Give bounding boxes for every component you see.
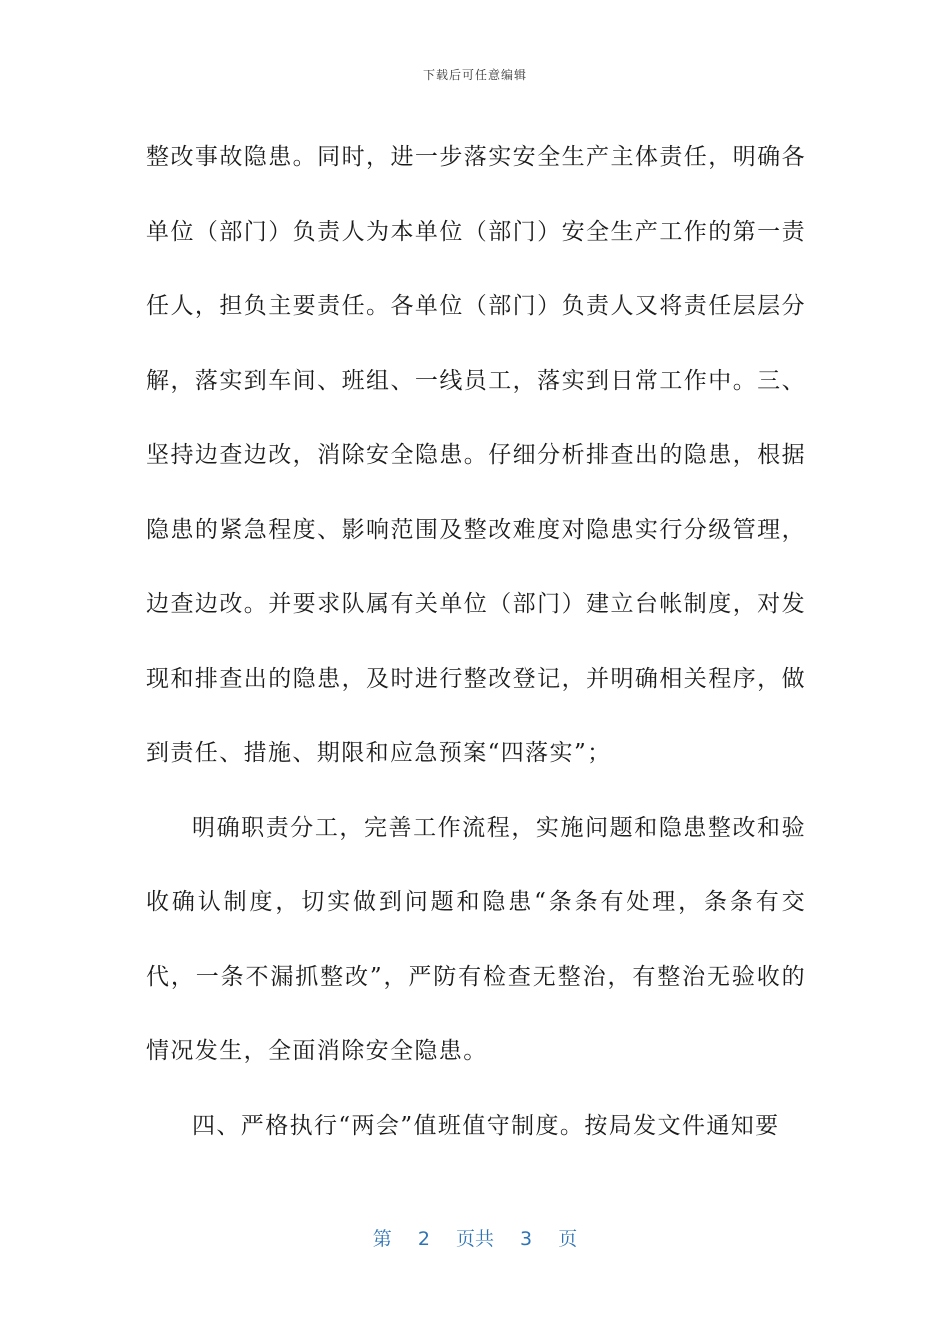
page-header: 下载后可任意编辑 bbox=[422, 68, 527, 82]
paragraph-3: 四、严格执行“两会”值班值守制度。按局发文件通知要 bbox=[192, 1112, 780, 1139]
page-footer bbox=[0, 1224, 950, 1251]
paragraph-2: 明确职责分工，完善工作流程，实施问题和隐患整改和验收确认制度，切实做到问题和隐患“条条有处理，条条有交代，一条不漏抓整改”，严防有检查无整治，有整治无验收的情况发生，全面消除安全隐患。 bbox=[146, 814, 806, 1064]
paragraph-1: 整改事故隐患。同时，进一步落实安全生产主体责任，明确各单位（部门）负责人为本单位（部门）安全生产工作的第一责任人，担负主要责任。各单位（部门）负责人又将责任层层分解，落实到车间、班组、一线员工，落实到日常工作中。三、坚持边查边改，消除安全隐患。仔细分析排查出的隐患，根据隐患的紧急程度、影响范围及整改难度对隐患实行分级管理，边查边改。并要求队属有关单位（部门）建立台帐制度，对发现和排查出的隐患，及时进行整改登记，并明确相关程序，做到责任、措施、期限和应急预案“四落实”； bbox=[146, 144, 806, 766]
footer-label-end: 页 bbox=[558, 1228, 578, 1250]
footer-label-of: 页共 bbox=[455, 1228, 494, 1250]
document-body bbox=[146, 120, 806, 1163]
footer-current-page: 2 bbox=[417, 1228, 430, 1250]
footer-total-pages: 3 bbox=[520, 1228, 533, 1250]
footer-label-page: 第 bbox=[372, 1228, 392, 1250]
